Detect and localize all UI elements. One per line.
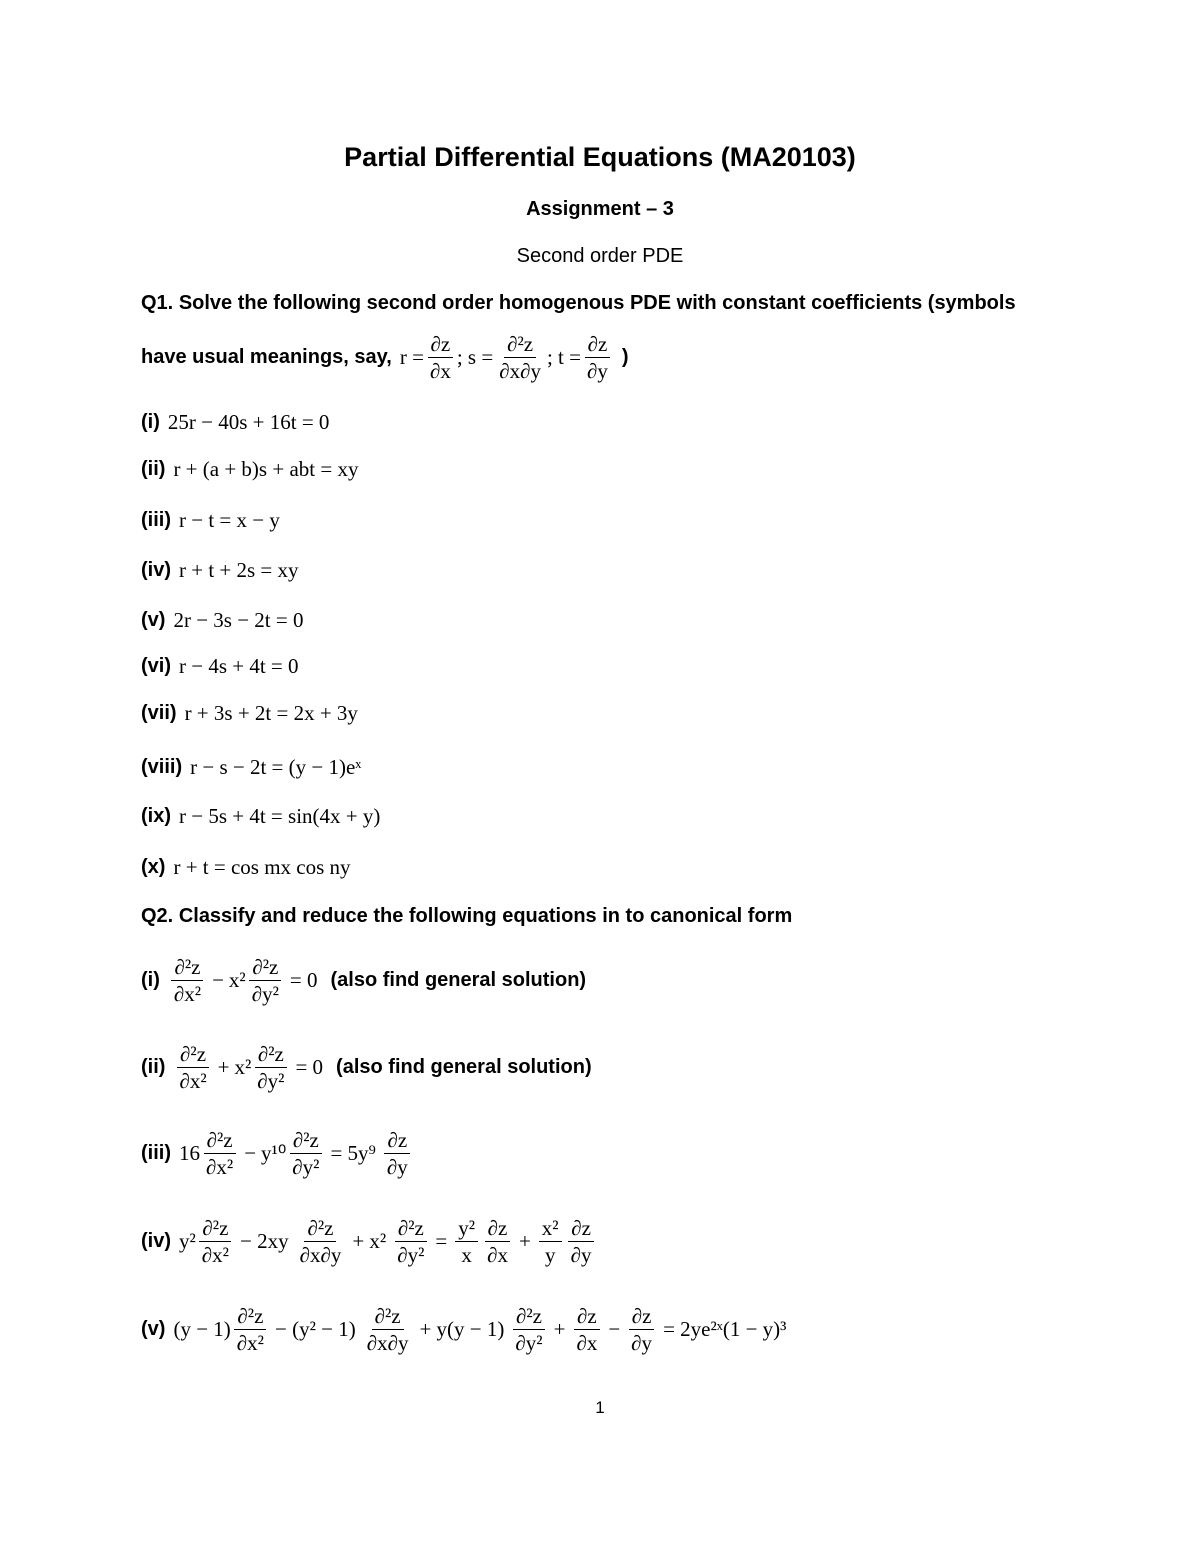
q2-item-label: (iii) (141, 1142, 171, 1165)
def-t-den: ∂y (586, 359, 608, 384)
q2-item-i (141, 955, 586, 1006)
q1-item-equation: r + t + 2s = xy (179, 558, 299, 582)
page-number: 1 (595, 1398, 605, 1417)
fraction (364, 1304, 412, 1355)
fraction (199, 1216, 232, 1267)
q2-item-v (141, 1304, 791, 1355)
q2-item-label: (i) (141, 969, 160, 992)
fraction (254, 1042, 287, 1093)
operator: + (217, 1055, 230, 1080)
q1-text-line1: Solve the following second order homogenous PDE with constant coefficients (symbols (178, 292, 1016, 314)
def-s-fraction (496, 332, 544, 383)
operator: + (553, 1317, 566, 1342)
fraction-num: ∂²z (171, 955, 203, 981)
def-r-lhs: r = (399, 345, 424, 370)
fraction-num: y² (455, 1216, 478, 1242)
document-title: Partial Differential Equations (MA20103) (344, 142, 856, 172)
q1-item-equation: r − 5s + 4t = sin(4x + y) (179, 804, 381, 828)
fraction-num: ∂z (574, 1304, 600, 1330)
q1-item-equation: r − 4s + 4t = 0 (179, 654, 299, 678)
fraction-num: ∂²z (290, 1128, 322, 1154)
q1-item-label: (v) (141, 609, 166, 631)
rhs: = 2ye²ˣ(1 − y)³ (663, 1317, 787, 1342)
fraction-den: ∂x² (173, 982, 202, 1007)
q1-text-line2: have usual meanings, say, (141, 346, 392, 369)
q1-item-label: (x) (141, 856, 166, 878)
q2-text: Classify and reduce the following equations in to canonical form (178, 905, 793, 927)
fraction-den: ∂x² (206, 1155, 234, 1180)
fraction-num: ∂²z (234, 1304, 266, 1330)
q1-item-equation: 2r − 3s − 2t = 0 (173, 608, 304, 632)
fraction (289, 1128, 322, 1179)
q1-item-equation: r − s − 2t = (y − 1)eˣ (190, 755, 362, 779)
fraction-den: ∂y² (515, 1331, 543, 1356)
topic-heading: Second order PDE (516, 245, 684, 267)
fraction-num: ∂z (568, 1216, 594, 1242)
q1-item-label: (vii) (141, 702, 177, 724)
fraction-den: ∂x∂y (299, 1243, 342, 1268)
fraction-den: y (544, 1243, 556, 1268)
def-s-den: ∂x∂y (499, 359, 541, 384)
fraction-den: ∂y² (397, 1243, 425, 1268)
operator: + (518, 1229, 531, 1254)
fraction-den: ∂x∂y (366, 1331, 409, 1356)
note: (also find general solution) (336, 1056, 592, 1079)
fraction (176, 1042, 209, 1093)
note: (also find general solution) (330, 969, 587, 992)
q1-item (141, 410, 329, 435)
def-s-lhs: ; s = (456, 345, 494, 370)
coefficient: x² (234, 1055, 252, 1080)
def-r-den: ∂x (429, 359, 451, 384)
fraction-den: ∂y² (292, 1155, 320, 1180)
def-t-lhs: ; t = (546, 345, 581, 370)
fraction-num: ∂z (485, 1216, 511, 1242)
q1-item (141, 457, 358, 482)
operator: + y(y − 1) (419, 1317, 505, 1342)
operator: − (608, 1317, 621, 1342)
fraction (249, 955, 282, 1006)
fraction (539, 1216, 562, 1267)
q1-item (141, 755, 361, 780)
q1-definitions-line (141, 332, 637, 383)
def-t-num: ∂z (585, 332, 611, 358)
lead-coefficient: (y − 1) (173, 1317, 231, 1342)
fraction-den: x (461, 1243, 472, 1268)
fraction (297, 1216, 345, 1267)
fraction-num: ∂²z (249, 955, 281, 981)
q1-item-equation: r − t = x − y (179, 508, 280, 532)
fraction-num: ∂²z (204, 1128, 236, 1154)
def-t-fraction (584, 332, 611, 383)
fraction-den: ∂x (487, 1243, 508, 1268)
rhs: = 0 (295, 1055, 324, 1080)
q2-item-label: (ii) (141, 1056, 166, 1079)
q1-item-label: (i) (141, 411, 160, 433)
q2-item-label: (iv) (141, 1230, 171, 1253)
fraction (384, 1128, 411, 1179)
q2-heading (141, 905, 792, 928)
def-r-fraction (427, 332, 454, 383)
rhs: = 5y⁹ (330, 1141, 376, 1166)
fraction (394, 1216, 427, 1267)
fraction-num: ∂z (629, 1304, 655, 1330)
fraction-den: ∂y (631, 1331, 653, 1356)
q1-item-label: (ix) (141, 805, 171, 827)
fraction (234, 1304, 267, 1355)
fraction-num: ∂²z (177, 1042, 209, 1068)
fraction-den: ∂x² (236, 1331, 264, 1356)
fraction-num: ∂²z (255, 1042, 287, 1068)
fraction (171, 955, 204, 1006)
fraction (203, 1128, 236, 1179)
lead-coefficient: y² (179, 1229, 196, 1254)
fraction-num: x² (539, 1216, 562, 1242)
lead-coefficient: 16 (179, 1141, 200, 1166)
q2-item-iii (141, 1128, 414, 1179)
fraction-num: ∂²z (513, 1304, 545, 1330)
rhs: = 0 (289, 968, 318, 993)
fraction-den: ∂x (576, 1331, 598, 1356)
q2-item-iv (141, 1216, 597, 1267)
fraction (512, 1304, 545, 1355)
operator: − (244, 1141, 257, 1166)
operator: − (y² − 1) (274, 1317, 356, 1342)
fraction-num: ∂²z (395, 1216, 427, 1242)
fraction (628, 1304, 655, 1355)
operator: − 2xy (239, 1229, 289, 1254)
q1-item (141, 558, 299, 583)
fraction (573, 1304, 600, 1355)
q2-label: Q2. (141, 905, 174, 927)
q1-item (141, 804, 380, 829)
def-s-num: ∂²z (504, 332, 536, 358)
fraction-num: ∂z (384, 1128, 410, 1154)
q1-item (141, 508, 280, 533)
q1-heading (141, 292, 1016, 315)
q1-item (141, 701, 358, 726)
q1-item-label: (iv) (141, 559, 171, 581)
operator: + x² (352, 1229, 387, 1254)
q1-item-equation: 25r − 40s + 16t = 0 (167, 410, 330, 434)
q1-item-label: (viii) (141, 756, 183, 778)
def-r-num: ∂z (428, 332, 454, 358)
q2-item-label: (v) (141, 1318, 166, 1341)
q1-item-equation: r + 3s + 2t = 2x + 3y (184, 701, 358, 725)
fraction (568, 1216, 595, 1267)
q1-item-equation: r + t = cos mx cos ny (173, 855, 351, 879)
fraction-num: ∂²z (304, 1216, 336, 1242)
q1-item (141, 855, 351, 880)
equals: = (435, 1229, 448, 1254)
fraction-den: ∂y (386, 1155, 408, 1180)
q1-item-equation: r + (a + b)s + abt = xy (173, 457, 359, 481)
fraction (455, 1216, 478, 1267)
fraction-den: ∂y² (251, 982, 279, 1007)
fraction-num: ∂²z (372, 1304, 404, 1330)
assignment-heading: Assignment – 3 (526, 198, 674, 220)
q1-item-label: (iii) (141, 509, 171, 531)
fraction (484, 1216, 511, 1267)
def-closing-paren: ) (621, 346, 629, 369)
fraction-den: ∂y² (257, 1069, 285, 1094)
q1-label: Q1. (141, 292, 174, 314)
fraction-den: ∂y (570, 1243, 592, 1268)
q1-item-label: (vi) (141, 655, 171, 677)
coefficient: y¹⁰ (261, 1141, 287, 1166)
coefficient: x² (228, 968, 246, 993)
q2-item-ii (141, 1042, 592, 1093)
fraction-den: ∂x² (179, 1069, 207, 1094)
fraction-den: ∂x² (201, 1243, 229, 1268)
operator: − (212, 968, 224, 993)
q1-item (141, 608, 303, 633)
q1-item-label: (ii) (141, 458, 166, 480)
q1-item (141, 654, 299, 679)
fraction-num: ∂²z (199, 1216, 231, 1242)
